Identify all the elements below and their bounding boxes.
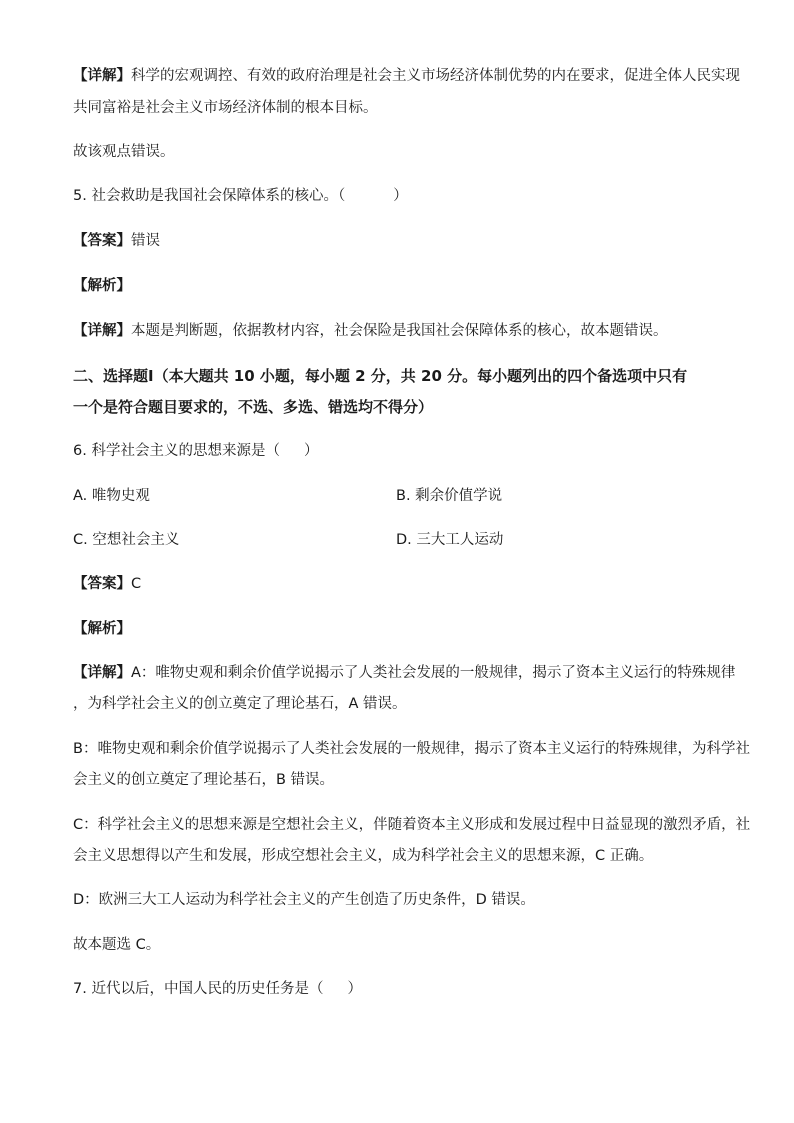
detail-tag: 【详解】: [73, 665, 131, 681]
detail-a-text-1: A：唯物史观和剩余价值学说揭示了人类社会发展的一般规律，揭示了资本主义运行的特殊规律: [131, 665, 736, 681]
question-6-close: ）: [303, 443, 319, 459]
question-6-conclusion: 故本题选 C。: [73, 937, 161, 953]
detail-tag: 【详解】: [73, 68, 131, 84]
question-5-answer-value: 错误: [131, 233, 160, 249]
question-6-detail-b-line-2: 会主义的创立奠定了理论基石，B 错误。: [73, 772, 335, 788]
option-d: D. 三大工人运动: [396, 532, 504, 548]
question-6-text: 6. 科学社会主义的思想来源是（: [73, 443, 280, 459]
question-5-close: ）: [393, 188, 408, 204]
question-6: [73, 441, 733, 461]
question-6-detail-a-line-2: ，为科学社会主义的创立奠定了理论基石，A 错误。: [73, 696, 407, 712]
question-6-answer: [73, 574, 733, 594]
q4-detail-line-1: [73, 66, 740, 86]
question-5-answer: [73, 231, 733, 251]
question-5: [73, 186, 733, 206]
question-6-detail-c-line-2: 会主义思想得以产生和发展，形成空想社会主义，成为科学社会主义的思想来源，C 正确。: [73, 848, 654, 864]
answer-tag: 【答案】: [73, 233, 131, 249]
question-6-analysis: [73, 619, 733, 639]
question-5-text: 5. 社会救助是我国社会保障体系的核心。（: [73, 188, 346, 204]
detail-tag: 【详解】: [73, 323, 131, 339]
question-5-analysis: [73, 276, 733, 296]
question-6-detail-c-line-1: C：科学社会主义的思想来源是空想社会主义，伴随着资本主义形成和发展过程中日益显现的激烈矛盾，社: [73, 817, 751, 833]
q4-detail-text-1: 科学的宏观调控、有效的政府治理是社会主义市场经济体制优势的内在要求，促进全体人民实现: [131, 68, 740, 84]
question-7-text: 7. 近代以后，中国人民的历史任务是（: [73, 981, 324, 997]
option-c: C. 空想社会主义: [73, 532, 180, 548]
q4-detail-line-2: 共同富裕是社会主义市场经济体制的根本目标。: [73, 100, 378, 116]
question-6-detail-a-line-1: [73, 663, 736, 683]
analysis-tag: 【解析】: [73, 621, 131, 637]
option-b: B. 剩余价值学说: [396, 488, 503, 504]
q4-conclusion: 故该观点错误。: [73, 144, 175, 160]
section-2-heading-line-2: 一个是符合题目要求的，不选、多选、错选均不得分）: [73, 398, 434, 416]
analysis-tag: 【解析】: [73, 278, 131, 294]
question-6-detail-d: D：欧洲三大工人运动为科学社会主义的产生创造了历史条件，D 错误。: [73, 892, 535, 908]
question-7-close: ）: [347, 981, 362, 997]
question-5-detail: [73, 321, 733, 341]
answer-tag: 【答案】: [73, 576, 131, 592]
question-6-detail-b-line-1: B：唯物史观和剩余价值学说揭示了人类社会发展的一般规律，揭示了资本主义运行的特殊规律，为科学社: [73, 741, 750, 757]
section-2-heading-line-1: 二、选择题Ⅰ（本大题共 10 小题，每小题 2 分，共 20 分。每小题列出的四个备选项中只有: [73, 367, 688, 385]
question-5-detail-text: 本题是判断题，依据教材内容，社会保险是我国社会保障体系的核心，故本题错误。: [131, 323, 668, 339]
question-6-answer-value: C: [131, 576, 142, 592]
option-a: A. 唯物史观: [73, 488, 150, 504]
question-7: [73, 979, 733, 999]
